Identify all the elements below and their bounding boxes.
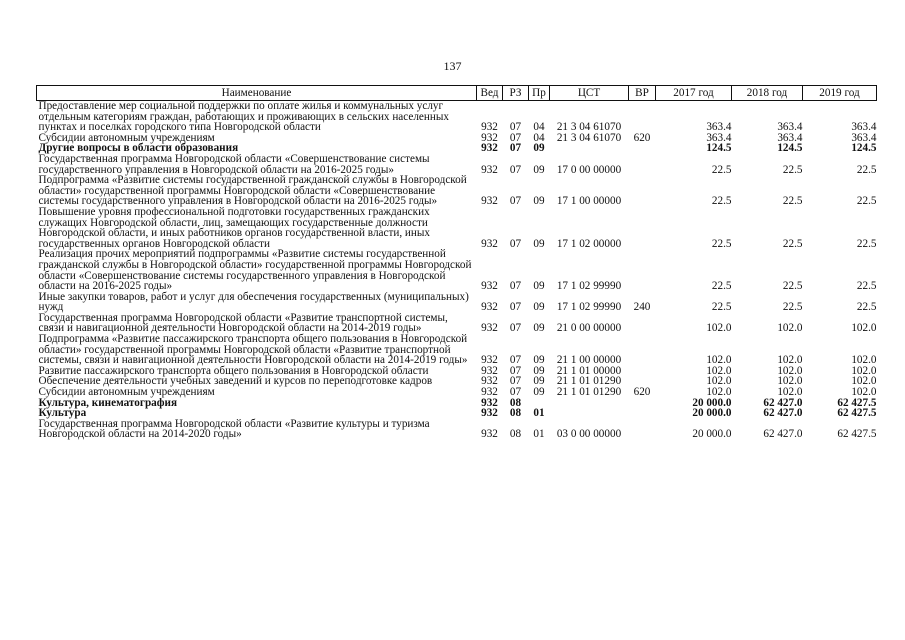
cell-2019: 363.4 bbox=[851, 121, 877, 134]
budget-table bbox=[36, 85, 877, 440]
cell-pr: 09 bbox=[533, 386, 545, 399]
cell-name: Подпрограмма «Развитие пассажирского транспорта общего пользования в Новгородской области» государственной программы Новгородской области «Развитие транспортной системы, связи и навигационной деятельности Новгородской области на 2014-2019 годы» bbox=[38, 333, 468, 367]
cell-ved: 932 bbox=[481, 280, 498, 293]
cell-2018: 22.5 bbox=[782, 163, 803, 176]
cell-vr bbox=[629, 366, 656, 377]
cell-2018: 102.0 bbox=[777, 375, 803, 388]
cell-2019: 22.5 bbox=[856, 301, 877, 314]
header-vr: ВР bbox=[629, 86, 656, 101]
cell-pr: 04 bbox=[533, 121, 545, 134]
cell-rz: 07 bbox=[509, 121, 522, 134]
cell-name: Государственная программа Новгородской области «Совершенствование системы государственного управления в Новгородской области на 2016-2025 годы» bbox=[38, 152, 430, 176]
cell-vr bbox=[629, 143, 656, 154]
cell-ved: 932 bbox=[481, 322, 498, 335]
cell-vr bbox=[629, 207, 656, 249]
cell-2018: 102.0 bbox=[777, 354, 803, 367]
cell-rz: 07 bbox=[509, 163, 522, 176]
header-ved: Вед bbox=[477, 86, 503, 101]
cell-cst: 17 1 02 00000 bbox=[556, 237, 622, 250]
table-row bbox=[37, 154, 877, 175]
cell-2018: 102.0 bbox=[777, 322, 803, 335]
cell-2019: 102.0 bbox=[851, 354, 877, 367]
cell-ved: 932 bbox=[481, 364, 498, 377]
cell-vr bbox=[629, 408, 656, 419]
cell-pr: 09 bbox=[533, 364, 545, 377]
cell-2019: 62 427.5 bbox=[837, 396, 877, 409]
cell-2017: 102.0 bbox=[706, 364, 732, 377]
cell-vr bbox=[629, 175, 656, 207]
table-row bbox=[37, 101, 877, 133]
cell-pr: 09 bbox=[533, 280, 545, 293]
cell-2019: 22.5 bbox=[856, 195, 877, 208]
cell-2017: 102.0 bbox=[706, 354, 732, 367]
cell-rz: 07 bbox=[509, 322, 522, 335]
cell-name: Субсидии автономным учреждениям bbox=[38, 386, 215, 399]
cell-pr: 01 bbox=[533, 428, 545, 441]
cell-2017: 22.5 bbox=[711, 301, 732, 314]
cell-vr: 620 bbox=[633, 386, 651, 399]
table-row bbox=[37, 334, 877, 366]
cell-2018: 102.0 bbox=[777, 364, 803, 377]
cell-cst: 17 1 02 99990 bbox=[556, 301, 622, 314]
cell-2018: 22.5 bbox=[782, 237, 803, 250]
cell-name: Иные закупки товаров, работ и услуг для обеспечения государственных (муниципальных) нужд bbox=[38, 290, 469, 314]
cell-name: Субсидии автономным учреждениям bbox=[38, 131, 215, 144]
cell-2017: 363.4 bbox=[706, 121, 732, 134]
cell-2017: 20 000.0 bbox=[692, 396, 732, 409]
cell-vr bbox=[629, 154, 656, 175]
cell-rz: 07 bbox=[509, 386, 522, 399]
cell-name: Подпрограмма «Развитие системы государственной гражданской службы в Новгородской области» государственной программы Новгородской области «Совершенствование системы государственного управления в Новгородской области на 2016-2025 годы» bbox=[38, 174, 467, 208]
cell-2018: 102.0 bbox=[777, 386, 803, 399]
cell-ved: 932 bbox=[481, 396, 498, 409]
cell-rz: 08 bbox=[509, 407, 522, 420]
header-rz: РЗ bbox=[503, 86, 529, 101]
cell-2019: 22.5 bbox=[856, 163, 877, 176]
header-cst: ЦСТ bbox=[550, 86, 629, 101]
cell-2017: 22.5 bbox=[711, 163, 732, 176]
cell-cst: 17 0 00 00000 bbox=[556, 163, 622, 176]
cell-2017: 363.4 bbox=[706, 131, 732, 144]
cell-cst bbox=[550, 408, 629, 419]
cell-ved: 932 bbox=[481, 237, 498, 250]
cell-rz: 07 bbox=[509, 131, 522, 144]
cell-cst: 21 1 01 01290 bbox=[556, 386, 622, 399]
cell-cst: 21 1 00 00000 bbox=[556, 354, 622, 367]
cell-2018: 62 427.0 bbox=[763, 396, 803, 409]
cell-2017: 22.5 bbox=[711, 195, 732, 208]
cell-name: Культура, кинематография bbox=[38, 396, 177, 409]
cell-2018: 363.4 bbox=[777, 131, 803, 144]
cell-name: Обеспечение деятельности учебных заведений и курсов по переподготовке кадров bbox=[38, 375, 433, 388]
cell-2017: 102.0 bbox=[706, 322, 732, 335]
header-pr: Пр bbox=[529, 86, 550, 101]
cell-pr: 09 bbox=[533, 375, 545, 388]
table-row bbox=[37, 292, 877, 313]
cell-2019: 363.4 bbox=[851, 131, 877, 144]
header-name: Наименование bbox=[37, 86, 477, 101]
cell-cst: 21 0 00 00000 bbox=[556, 322, 622, 335]
cell-name: Государственная программа Новгородской области «Развитие культуры и туризма Новгородской области на 2014-2020 годы» bbox=[38, 417, 430, 441]
cell-ved: 932 bbox=[481, 301, 498, 314]
cell-2017: 20 000.0 bbox=[692, 428, 732, 441]
cell-pr: 09 bbox=[533, 163, 545, 176]
cell-pr: 09 bbox=[533, 322, 545, 335]
cell-pr: 01 bbox=[533, 407, 545, 420]
cell-cst bbox=[550, 398, 629, 409]
cell-2019: 102.0 bbox=[851, 375, 877, 388]
cell-2019: 62 427.5 bbox=[837, 428, 877, 441]
cell-name: Предоставление мер социальной поддержки по оплате жилья и коммунальных услуг отдельным категориям граждан, работающих и проживающих в сельских населенных пунктах и поселках городского типа Новгородской области bbox=[38, 100, 449, 134]
cell-name: Государственная программа Новгородской области «Развитие транспортной системы, связи и навигационной деятельности Новгородской области на 2014-2019 годы» bbox=[38, 311, 448, 335]
cell-ved: 932 bbox=[481, 428, 498, 441]
table-row bbox=[37, 249, 877, 291]
cell-2019: 102.0 bbox=[851, 386, 877, 399]
cell-2019: 102.0 bbox=[851, 322, 877, 335]
cell-rz: 07 bbox=[509, 301, 522, 314]
table-row bbox=[37, 419, 877, 440]
cell-cst: 03 0 00 00000 bbox=[556, 428, 622, 441]
cell-cst: 21 1 01 01290 bbox=[556, 375, 622, 388]
cell-rz: 07 bbox=[509, 364, 522, 377]
cell-2018: 22.5 bbox=[782, 301, 803, 314]
header-2018: 2018 год bbox=[732, 86, 803, 101]
cell-2017: 124.5 bbox=[706, 142, 732, 155]
cell-rz: 07 bbox=[509, 354, 522, 367]
cell-2019: 62 427.5 bbox=[837, 407, 877, 420]
table-row bbox=[37, 313, 877, 334]
cell-rz: 07 bbox=[509, 375, 522, 388]
page-number: 137 bbox=[443, 59, 462, 73]
cell-2017: 20 000.0 bbox=[692, 407, 732, 420]
cell-ved: 932 bbox=[481, 121, 498, 134]
cell-rz: 08 bbox=[509, 428, 522, 441]
cell-2017: 102.0 bbox=[706, 375, 732, 388]
cell-ved: 932 bbox=[481, 131, 498, 144]
cell-pr: 09 bbox=[533, 237, 545, 250]
cell-ved: 932 bbox=[481, 195, 498, 208]
cell-pr: 09 bbox=[533, 142, 545, 155]
cell-vr bbox=[629, 101, 656, 133]
cell-2017: 22.5 bbox=[711, 237, 732, 250]
cell-2017: 102.0 bbox=[706, 386, 732, 399]
cell-name: Повышение уровня профессиональной подготовки государственных гражданских служащих Новгородской области, лиц, замещающих государственные должности Новгородской области, и иных работников органов государственной власти, иных государственных органов Новгородской области bbox=[38, 205, 431, 250]
cell-2019: 22.5 bbox=[856, 280, 877, 293]
cell-cst: 21 3 04 61070 bbox=[556, 121, 622, 134]
table-row bbox=[37, 175, 877, 207]
cell-ved: 932 bbox=[481, 386, 498, 399]
table-row bbox=[37, 207, 877, 249]
cell-vr bbox=[629, 334, 656, 366]
cell-vr bbox=[629, 398, 656, 409]
cell-name: Другие вопросы в области образования bbox=[38, 142, 239, 155]
cell-2019: 124.5 bbox=[851, 142, 877, 155]
cell-vr bbox=[629, 313, 656, 334]
cell-vr: 620 bbox=[633, 131, 651, 144]
cell-vr bbox=[629, 419, 656, 440]
cell-ved: 932 bbox=[481, 354, 498, 367]
header-2017: 2017 год bbox=[656, 86, 732, 101]
table-header-row bbox=[37, 86, 877, 101]
cell-ved: 932 bbox=[481, 163, 498, 176]
cell-pr: 09 bbox=[533, 354, 545, 367]
cell-2018: 22.5 bbox=[782, 280, 803, 293]
cell-pr: 04 bbox=[533, 131, 545, 144]
cell-name: Реализация прочих мероприятий подпрограммы «Развитие системы государственной гражданской службы в Новгородской области» государственной программы Новгородской области «Совершенствование системы государственного управления в Новгородской области на 2016-2025 годы» bbox=[38, 248, 472, 293]
cell-2019: 22.5 bbox=[856, 237, 877, 250]
cell-vr: 240 bbox=[633, 301, 651, 314]
cell-2019: 102.0 bbox=[851, 364, 877, 377]
cell-cst: 21 3 04 61070 bbox=[556, 131, 622, 144]
cell-2018: 22.5 bbox=[782, 195, 803, 208]
cell-cst: 21 1 01 00000 bbox=[556, 364, 622, 377]
cell-rz: 07 bbox=[509, 142, 522, 155]
cell-rz: 08 bbox=[509, 396, 522, 409]
cell-2018: 124.5 bbox=[777, 142, 803, 155]
cell-2018: 62 427.0 bbox=[763, 407, 803, 420]
cell-rz: 07 bbox=[509, 195, 522, 208]
table-row bbox=[37, 398, 877, 409]
cell-rz: 07 bbox=[509, 237, 522, 250]
cell-cst: 17 1 02 99990 bbox=[556, 280, 622, 293]
cell-ved: 932 bbox=[481, 375, 498, 388]
cell-pr: 09 bbox=[533, 195, 545, 208]
cell-name: Развитие пассажирского транспорта общего пользования в Новгородской области bbox=[38, 364, 429, 377]
cell-vr bbox=[629, 249, 656, 291]
cell-2018: 363.4 bbox=[777, 121, 803, 134]
cell-cst: 17 1 00 00000 bbox=[556, 195, 622, 208]
cell-2018: 62 427.0 bbox=[763, 428, 803, 441]
cell-ved: 932 bbox=[481, 407, 498, 420]
cell-name: Культура bbox=[38, 407, 87, 420]
cell-rz: 07 bbox=[509, 280, 522, 293]
header-2019: 2019 год bbox=[803, 86, 877, 101]
cell-ved: 932 bbox=[481, 142, 498, 155]
cell-2017: 22.5 bbox=[711, 280, 732, 293]
cell-pr: 09 bbox=[533, 301, 545, 314]
cell-cst bbox=[550, 143, 629, 154]
